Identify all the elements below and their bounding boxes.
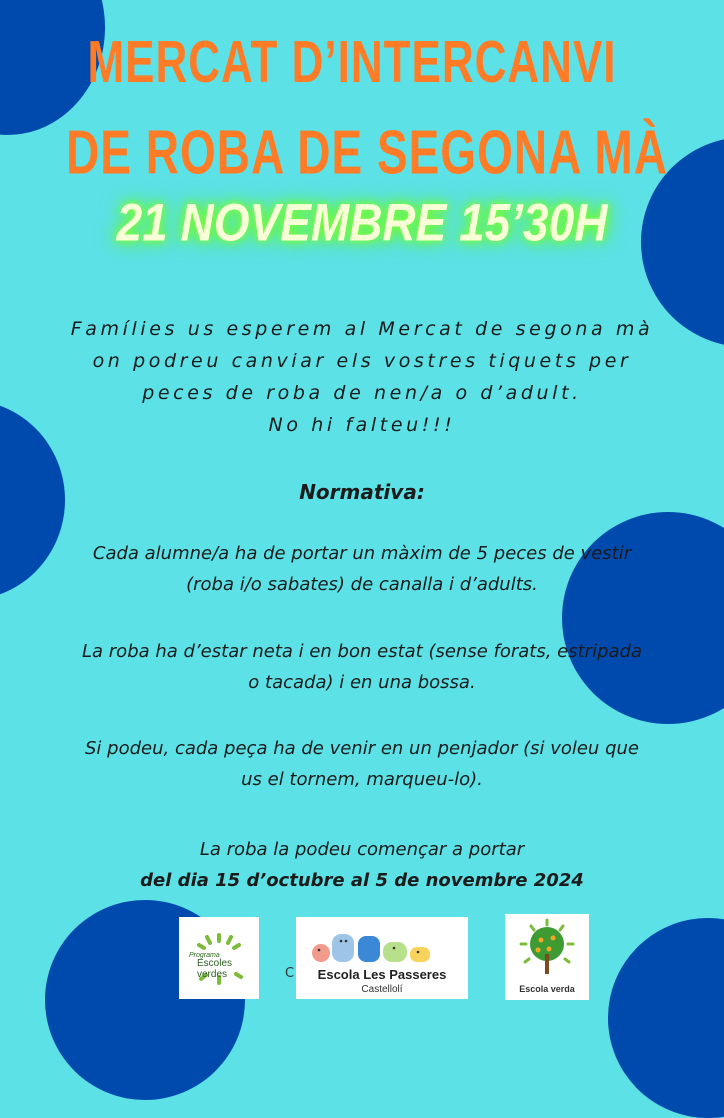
escola-les-passeres-logo xyxy=(296,917,468,999)
tree-icon xyxy=(505,914,589,984)
logo-program-label: Programa xyxy=(189,952,220,959)
school-place: Castellolí xyxy=(361,984,403,995)
title-line-2: DE ROBA DE SEGONA MÀ xyxy=(66,116,668,188)
logo-name-line: verdes xyxy=(197,969,228,980)
rule-line: Cada alumne/a ha de portar un màxim de 5 peces de vestir xyxy=(92,543,632,564)
rule-line: La roba ha d’estar neta i en bon estat (sense forats, estripada xyxy=(82,641,642,662)
delivery-period: del dia 15 d’octubre al 5 de novembre 2024 xyxy=(140,870,584,891)
rule-3 xyxy=(0,733,724,795)
rule-line: Si podeu, cada peça ha de venir en un penjador (si voleu que xyxy=(85,738,639,759)
event-date-time: 21 NOVEMBRE 15’30H xyxy=(116,192,608,252)
rule-line: o tacada) i en una bossa. xyxy=(248,672,476,693)
closing-note xyxy=(0,834,724,896)
school-name: Escola Les Passeres xyxy=(317,967,447,982)
birds-icon xyxy=(296,917,468,967)
rule-2 xyxy=(0,636,724,698)
escoles-verdes-logo xyxy=(179,917,259,999)
escola-verda-logo xyxy=(505,914,589,1000)
rule-line: (roba i/o sabates) de canalla i d’adults. xyxy=(186,574,538,595)
normativa-heading: Normativa: xyxy=(299,480,425,504)
closing-line: La roba la podeu començar a portar xyxy=(199,839,525,860)
stray-letter: C xyxy=(285,966,295,981)
intro-text xyxy=(0,313,724,441)
intro-line: peces de roba de nen/a o d’adult. xyxy=(142,382,582,404)
logo-program-name xyxy=(197,958,232,980)
rule-line: us el tornem, marqueu-lo). xyxy=(241,769,483,790)
rule-1 xyxy=(0,538,724,600)
intro-line: on podreu canviar els vostres tiquets per xyxy=(92,350,632,372)
intro-line: Famílies us esperem al Mercat de segona mà xyxy=(70,318,654,340)
intro-line: No hi falteu!!! xyxy=(268,414,456,436)
title-line-1: MERCAT D’INTERCANVI xyxy=(87,29,617,96)
decor-circle-bottom-right xyxy=(608,918,724,1118)
escola-verda-label: Escola verda xyxy=(519,984,575,994)
logo-name-line: Escoles xyxy=(197,958,233,969)
